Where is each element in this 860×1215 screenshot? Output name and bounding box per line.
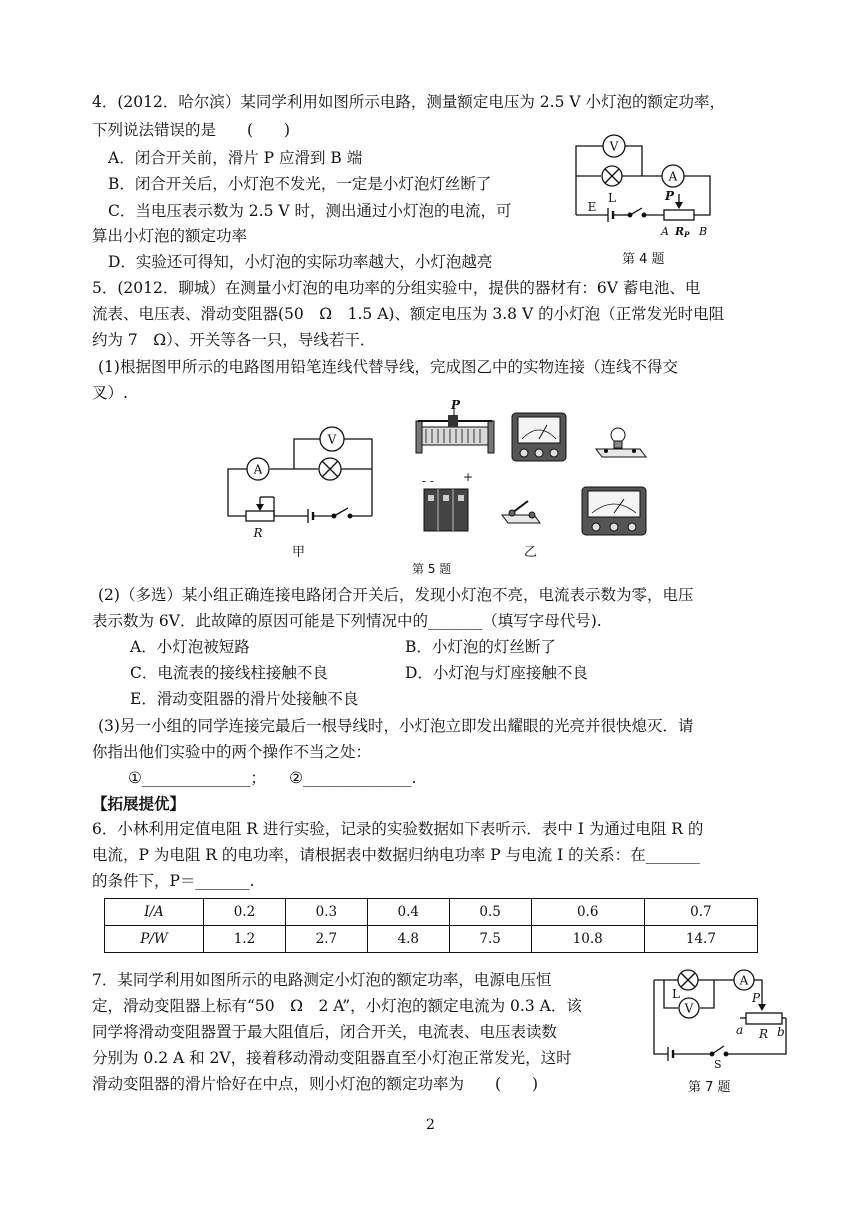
q5-part1-line2: 叉）.: [92, 384, 128, 402]
q5-apparatus-yi: [410, 398, 650, 535]
q7-rheostat-label: R: [759, 1027, 769, 1041]
q7-stem-line4: 分别为 0.2 A 和 2V，接着移动滑动变阻器直至小灯泡正常发光，这时: [92, 1049, 572, 1067]
q7-stem-line3: 同学将滑动变阻器置于最大阻值后，闭合开关，电流表、电压表读数: [92, 1023, 558, 1041]
table-row: [105, 899, 758, 926]
q5-option-a: A．小灯泡被短路: [130, 638, 250, 656]
q7-lamp-label: L: [672, 987, 680, 1001]
table-cell: 1.2: [204, 926, 286, 953]
q4-circuit-diagram: [566, 134, 716, 244]
q5-part2-line1: (2)（多选）某小组正确连接电路闭合开关后，发现小灯泡不亮，电流表示数为零，电压: [98, 586, 694, 604]
q7-circuit-diagram: [640, 966, 790, 1071]
q5-circuit-diagram-jia: [222, 425, 382, 540]
table-cell: 10.8: [531, 926, 644, 953]
q5-rheostat-label: R: [253, 526, 263, 540]
q7-switch-label: S: [714, 1058, 722, 1071]
lamp-holder-picture: [596, 428, 646, 457]
table-cell: 0.7: [644, 899, 757, 926]
q5-battery-plus: +: [463, 470, 474, 484]
table-cell: 0.2: [204, 899, 286, 926]
q7-ammeter-symbol: A: [739, 973, 749, 988]
q6-data-table: [104, 898, 758, 953]
q4-rheostat-label: RP: [675, 225, 690, 239]
q6-stem-line1: 6．小林利用定值电阻 R 进行实验，记录的实验数据如下表听示．表中 I 为通过电阻 R 的: [92, 820, 704, 838]
table-cell: 0.6: [531, 899, 644, 926]
q5-option-b: B．小灯泡的灯丝断了: [405, 638, 556, 656]
table-cell: 0.3: [285, 899, 367, 926]
q5-part3-line2: 你指出他们实验中的两个操作不当之处：: [92, 743, 372, 761]
q4-rheostat-subscript: P: [684, 230, 690, 239]
row-header-power: P/W: [105, 926, 204, 953]
rheostat-picture: [416, 409, 494, 453]
q7-stem-line2: 定，滑动变阻器上标有“50 Ω 2 A”，小灯泡的额定电流为 0.3 A．该: [92, 997, 582, 1015]
q7-stem-line1: 7．某同学利用如图所示的电路测定小灯泡的额定功率，电源电压恒: [92, 971, 552, 989]
row-header-current: I/A: [105, 899, 204, 926]
table-row: [105, 926, 758, 953]
q7-figure-caption: 第 7 题: [688, 1080, 731, 1095]
switch-picture: [502, 501, 540, 523]
q4-ammeter-symbol: A: [668, 169, 678, 184]
table-cell: 14.7: [644, 926, 757, 953]
battery-picture: [424, 489, 468, 531]
q5-stem-line1: 5．(2012．聊城）在测量小灯泡的电功率的分组实验中，提供的器材有：6V 蓄电池、电: [92, 279, 701, 297]
q5-part3-line1: (3)另一小组的同学连接完最后一根导线时，小灯泡立即发出耀眼的光亮并很快熄灭．请: [98, 717, 694, 735]
q6-stem-line3: 的条件下，P＝_______.: [92, 872, 255, 890]
q4-rheostat-end-a: A: [661, 225, 669, 238]
table-cell: 7.5: [449, 926, 531, 953]
q5-part3-blanks: ①______________； ②______________.: [128, 769, 417, 787]
table-cell: 0.5: [449, 899, 531, 926]
q5-figure-jia-label: 甲: [292, 545, 306, 560]
q4-stem-line1: 4．(2012．哈尔滨）某同学利用如图所示电路，测量额定电压为 2.5 V 小灯泡的额定功率，: [92, 93, 725, 111]
q5-option-d: D．小灯泡与灯座接触不良: [405, 664, 588, 682]
q4-battery-label: E: [587, 200, 597, 214]
q5-figure-yi-label: 乙: [524, 545, 538, 560]
q5-rheostat-slider-label: P: [451, 398, 461, 412]
q4-option-c-line1: C．当电压表示数为 2.5 V 时，测出通过小灯泡的电流，可: [108, 202, 512, 220]
q7-rheostat-end-a: a: [736, 1023, 744, 1037]
q7-voltmeter-symbol: V: [684, 1001, 694, 1016]
q4-slider-label: P: [664, 189, 674, 203]
q5-battery-minus: - -: [422, 474, 434, 488]
q5-stem-line3: 约为 7 Ω）、开关等各一只，导线若干．: [92, 331, 376, 349]
q7-slider-label: P: [752, 991, 761, 1005]
table-cell: 2.7: [285, 926, 367, 953]
q5-part2-line2: 表示数为 6V．此故障的原因可能是下列情况中的_______（填写字母代号).: [92, 612, 602, 630]
q5-ammeter-symbol: A: [253, 462, 263, 477]
q7-stem-line5: 滑动变阻器的滑片恰好在中点，则小灯泡的额定功率为 ( ): [92, 1075, 539, 1093]
table-cell: 4.8: [367, 926, 449, 953]
q4-rheostat-end-b: B: [699, 225, 708, 238]
q4-option-b: B．闭合开关后，小灯泡不发光，一定是小灯泡灯丝断了: [108, 175, 492, 193]
q5-option-e: E．滑动变阻器的滑片处接触不良: [130, 690, 359, 708]
q4-option-c-line2: 算出小灯泡的额定功率: [92, 227, 248, 245]
q5-voltmeter-symbol: V: [327, 432, 337, 447]
q4-option-d: D．实验还可得知，小灯泡的实际功率越大，小灯泡越亮: [108, 253, 493, 271]
voltmeter-picture: [582, 487, 646, 535]
q5-stem-line2: 流表、电压表、滑动变阻器(50 Ω 1.5 A)、额定电压为 3.8 V 的小灯泡（正常发光时电阻: [92, 305, 725, 323]
q5-figure-caption: 第 5 题: [412, 562, 452, 576]
ammeter-picture: [512, 413, 566, 461]
q4-option-a: A．闭合开关前，滑片 P 应滑到 B 端: [108, 149, 363, 167]
q4-voltmeter-symbol: V: [609, 139, 619, 154]
section-heading: 【拓展提优】: [92, 795, 186, 813]
q4-lamp-label: L: [608, 191, 616, 205]
q5-part1-line1: (1)根据图甲所示的电路图用铅笔连线代替导线，完成图乙中的实物连接（连线不得交: [98, 358, 678, 376]
page-number: 2: [426, 1117, 435, 1133]
q4-figure-caption: 第 4 题: [622, 252, 665, 267]
q4-stem-line2: 下列说法错误的是 ( ): [92, 121, 291, 139]
table-cell: 0.4: [367, 899, 449, 926]
q7-rheostat-end-b: b: [777, 1025, 785, 1039]
q6-stem-line2: 电流，P 为电阻 R 的电功率，请根据表中数据归纳电功率 P 与电流 I 的关系：在_______: [92, 846, 700, 864]
q5-option-c: C．电流表的接线柱接触不良: [130, 664, 328, 682]
